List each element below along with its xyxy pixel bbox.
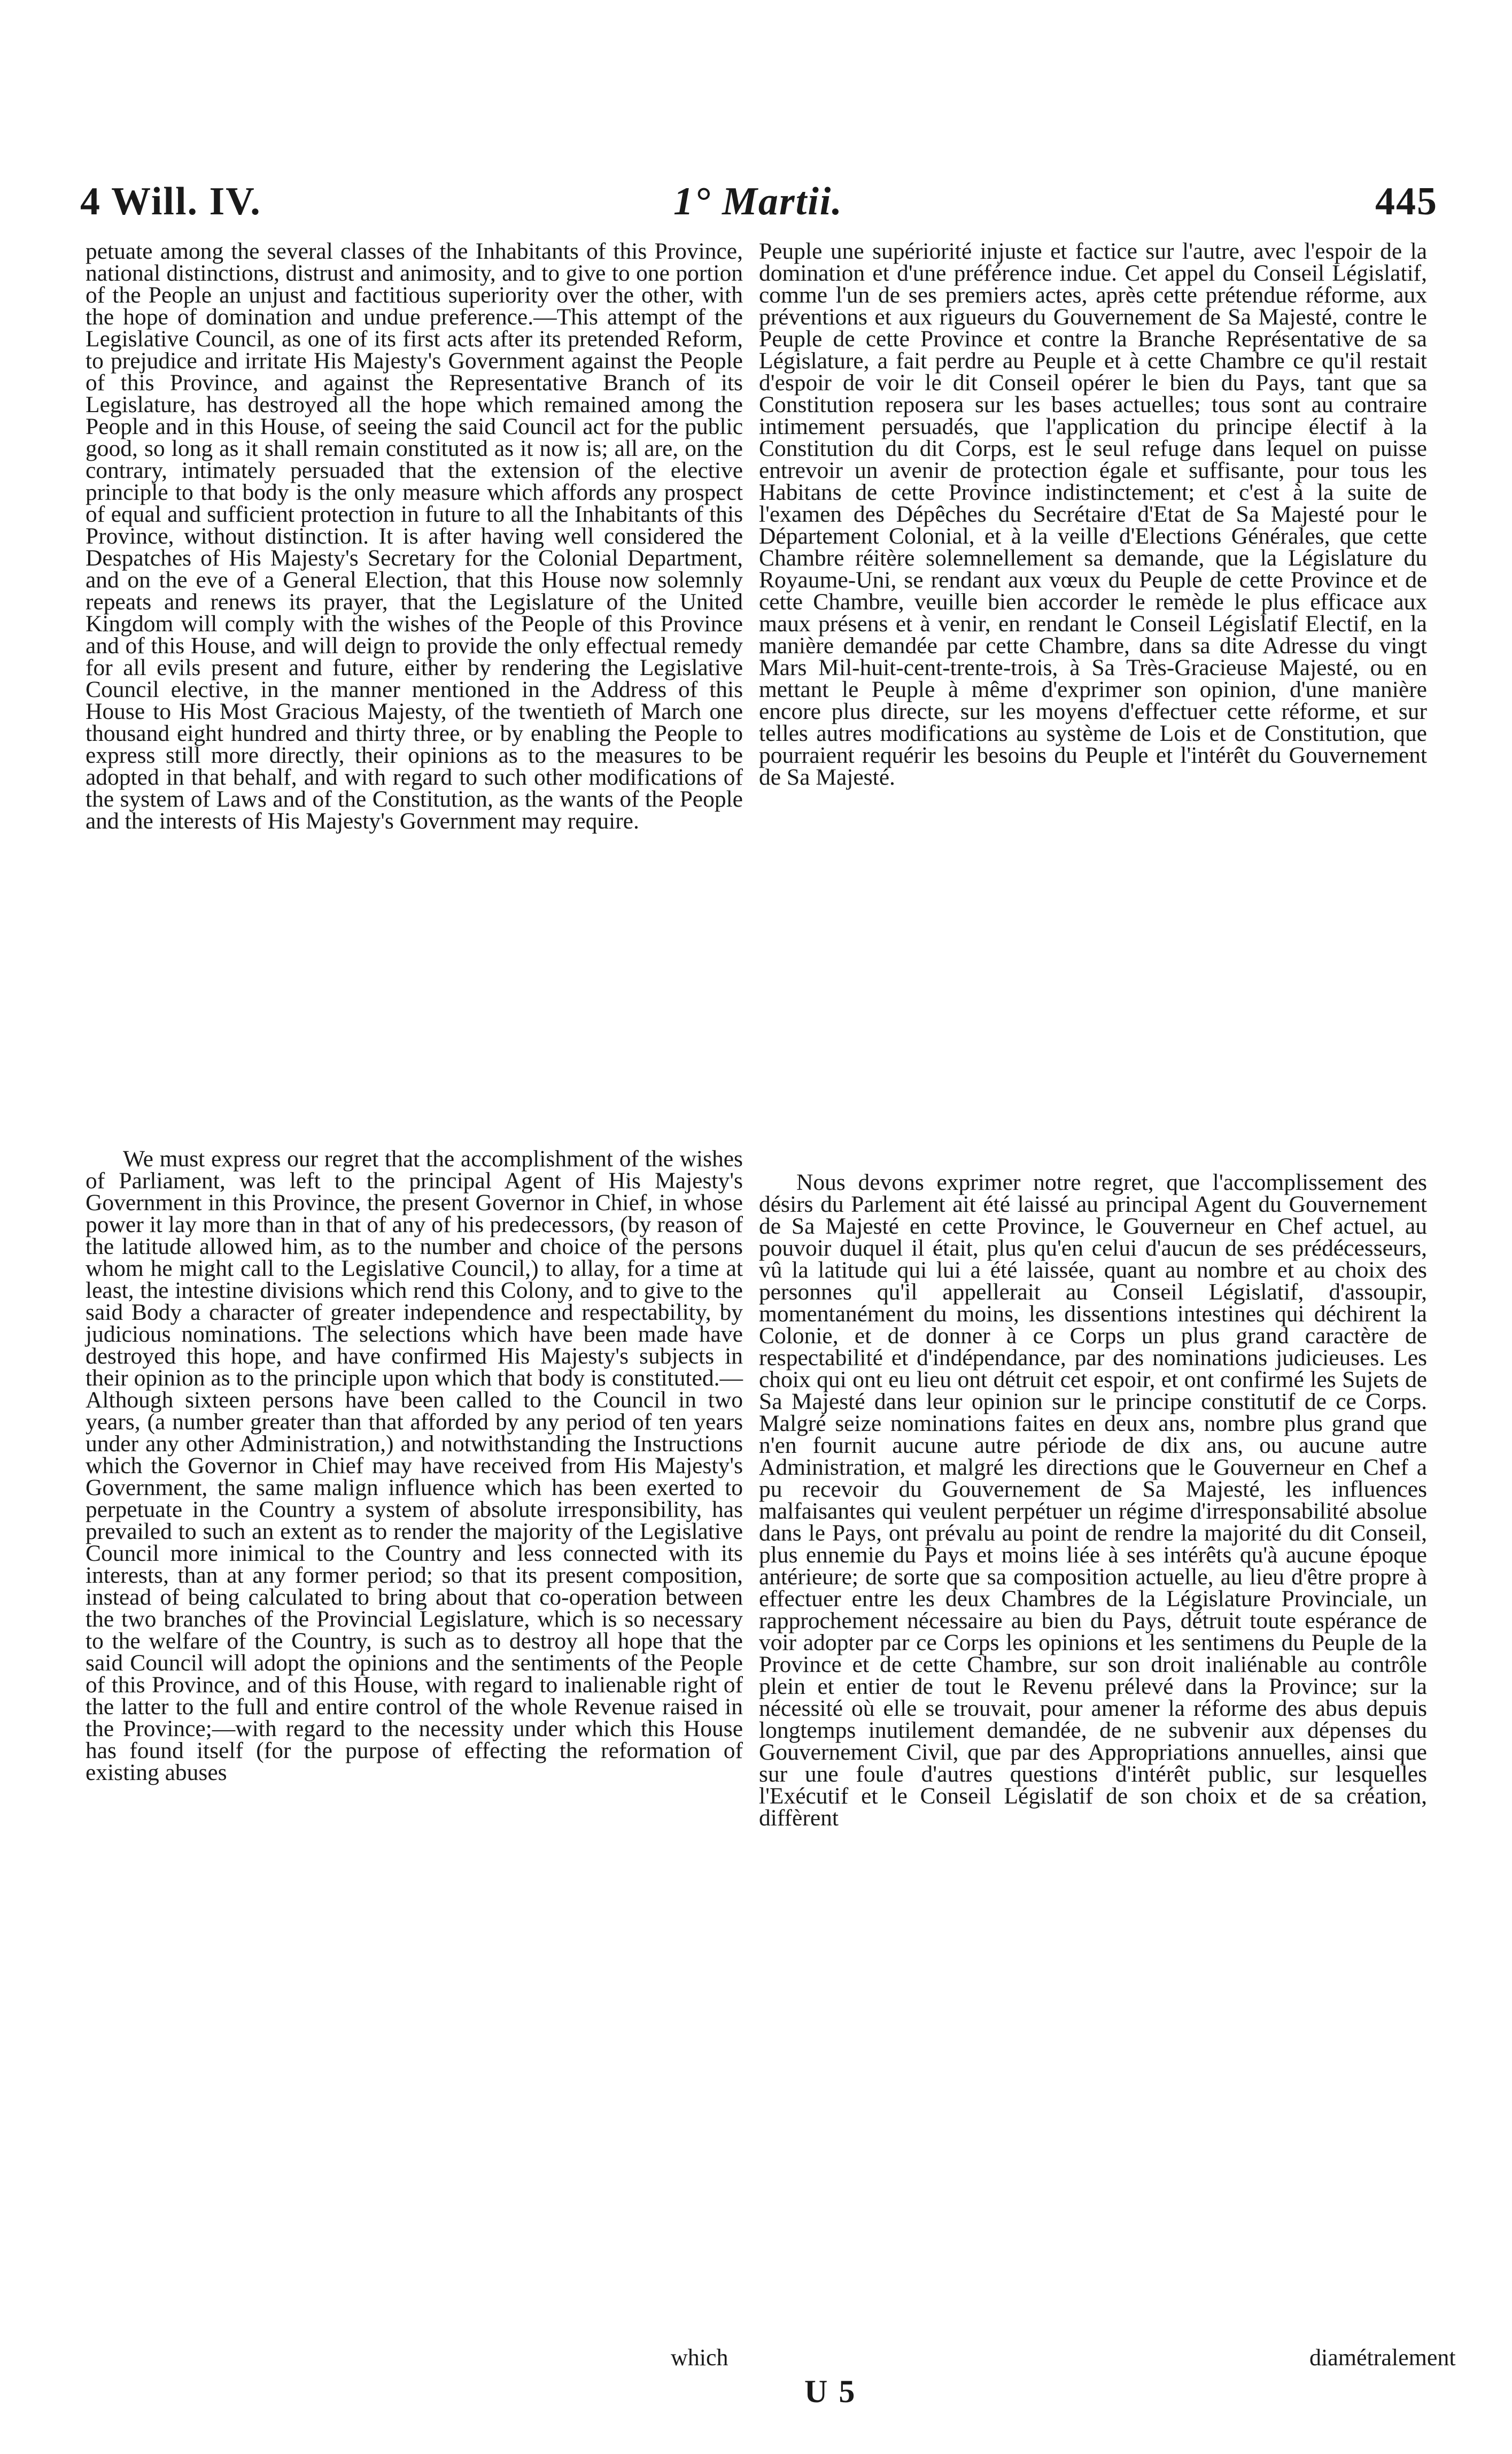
english-column-bottom [86,1148,743,1784]
running-header [80,179,1438,222]
english-column-top [86,238,743,834]
page-number: 445 [1375,180,1438,223]
signature-mark: U 5 [804,2374,857,2409]
regnal-year: 4 Will. IV. [80,180,261,223]
french-column-top [759,238,1427,790]
english-paragraph-2: We must express our regret that the accomplishment of the wishes of Parliament, was left to the principal Agent of His Majesty's Government in this Province, the present Governor in Chief, in whose power it lay more than in that of any of his predecessors, (by reason of the latitude allowed him, as to the number and choice of the persons whom he might call to the Legislative Council,) to allay, for a time at least, the intestine divisions which rend this Colony, and to give to the said Body a character of greater independence and respectability, by judicious nominations. The selections which have been made have destroyed this hope, and have confirmed His Majesty's subjects in their opinion as to the principle upon which that body is constituted.—Although sixteen persons have been called to the Council in two years, (a number greater than that afforded by any period of ten years under any other Administration,) and notwithstanding the Instructions which the Governor in Chief may have received from His Majesty's Government, the same malign influence which has been exerted to perpetuate in the Country a system of absolute irresponsibility, has prevailed to such an extent as to render the majority of the Legislative Council more inimical to the Country and less connected with its interests, than at any former period; so that its present composition, instead of being calculated to bring about that co-operation between the two branches of the Provincial Legislature, which is so necessary to the welfare of the Country, is such as to destroy all hope that the said Council will adopt the opinions and the sentiments of the People of this Province, and of this House, with regard to inalienable right of the latter to the full and entire control of the whole Revenue raised in the Province;—with regard to the necessity under which this House has found itself (for the purpose of effecting the reformation of existing abuses [86,1146,743,1785]
french-column-bottom [759,1172,1427,1829]
french-paragraph-1: Peuple une supériorité injuste et factice sur l'autre, avec l'espoir de la domination et d'une préférence indue. Cet appel du Conseil Législatif, comme l'un de ses premiers actes, après cette prétendue réforme, aux préventions et aux rigueurs du Gouvernement de Sa Majesté, contre le Peuple de cette Province et contre la Branche Représentative de sa Législature, a fait perdre au Peuple et à cette Chambre ce qu'il restait d'espoir de voir le dit Conseil opérer le bien du Pays, tant que sa Constitution reposera sur les bases actuelles; tous sont au contraire intimement persuadés, que l'application du principe électif à la Constitution du dit Corps, est le seul refuge dans lequel on puisse entrevoir un avenir de protection égale et suffisante, pour tous les Habitans de cette Province indistinctement; et c'est à la suite de l'examen des Dépêches du Secrétaire d'Etat de Sa Majesté pour le Département Colonial, et à la veille d'Elections Générales, que cette Chambre réitère solemnellement sa demande, que la Législature du Royaume-Uni, se rendant aux vœux du Peuple de cette Province et de cette Chambre, veuille bien accorder le remède le plus efficace aux maux présens et à venir, en rendant le Conseil Législatif Electif, en la manière demandée par cette Chambre, dans sa dite Adresse du vingt Mars Mil-huit-cent-trente-trois, à Sa Très-Gracieuse Majesté, ou en mettant le Peuple à même d'exprimer son opinion, d'une manière encore plus directe, sur les moyens d'effectuer cette réforme, et sur telles autres modifications au système de Lois et de Constitution, que pourraient requérir les besoins du Peuple et l'intérêt du Gouvernement de Sa Majesté. [759,238,1427,790]
english-paragraph-1: petuate among the several classes of the Inhabitants of this Province, national distinctions, distrust and animosity, and to give to one portion of the People an unjust and factitious superiority over the other, with the hope of domination and undue preference.—This attempt of the Legislative Council, as one of its first acts after its pretended Reform, to prejudice and irritate His Majesty's Government against the People of this Province, and against the Representative Branch of its Legislature, has destroyed all the hope which remained among the People and in this House, of seeing the said Council act for the public good, so long as it shall remain constituted as it now is; all are, on the contrary, intimately persuaded that the extension of the elective principle to that body is the only measure which affords any prospect of equal and sufficient protection in future to all the Inhabitants of this Province, without distinction. It is after having well considered the Despatches of His Majesty's Secretary for the Colonial Department, and on the eve of a General Election, that this House now solemnly repeats and renews its prayer, that the Legislature of the United Kingdom will comply with the wishes of the People of this Province and of this House, and will deign to provide the only effectual remedy for all evils present and future, either by rendering the Legislative Council elective, in the manner mentioned in the Address of this House to His Most Gracious Majesty, of the twentieth of March one thousand eight hundred and thirty three, or by enabling the People to express still more directly, their opinions as to the measures to be adopted in that behalf, and with regard to such other modifications of the system of Laws and of the Constitution, as the wants of the People and the interests of His Majesty's Government may require. [86,238,743,834]
english-catchword: which [671,2344,728,2371]
french-catchword: diamétralement [1309,2344,1456,2371]
french-paragraph-2: Nous devons exprimer notre regret, que l'accomplissement des désirs du Parlement ait été laissé au principal Agent du Gouvernement de Sa Majesté en cette Province, le Gouverneur en Chef actuel, au pouvoir duquel il était, plus qu'en celui d'aucun de ses prédécesseurs, vû la latitude qui lui a été laissée, quant au nombre et au choix des personnes qu'il appellerait au Conseil Législatif, d'assoupir, momentanément du moins, les dissentions intestines qui déchirent la Colonie, et de donner à ce Corps un plus grand caractère de respectabilité et d'indépendance, par des nominations judicieuses. Les choix qui ont eu lieu ont détruit cet espoir, et ont confirmé les Sujets de Sa Majesté dans leur opinion sur le principe constitutif de ce Corps. Malgré seize nominations faites en deux ans, nombre plus grand que n'en fournit aucune autre période de dix ans, ou aucune autre Administration, et malgré les directions que le Gouverneur en Chef a pu recevoir du Gouvernement de Sa Majesté, les influences malfaisantes qui veulent perpétuer un régime d'irresponsabilité absolue dans le Pays, ont prévalu au point de rendre la majorité du dit Conseil, plus ennemie du Pays et moins liée à ses intérêts qu'à aucune époque antérieure; de sorte que sa composition actuelle, au lieu d'être propre à effectuer entre les deux Chambres de la Législature Provinciale, un rapprochement nécessaire au bien du Pays, détruit toute espérance de voir adopter par ce Corps les opinions et les sentimens du Peuple de la Province et de cette Chambre, sur son droit inaliénable au contrôle plein et entier de tout le Revenu prélevé dans la Province; sur la nécessité où elle se trouvait, pour amener la réforme des abus depuis longtemps inutilement demandée, de ne subvenir aux dépenses du Gouvernement Civil, que par des Appropriations annuelles, ainsi que sur une foule d'autres questions d'intérêt public, sur lesquelles l'Exécutif et le Conseil Législatif de son choix et de sa création, diffèrent [759,1170,1427,1831]
session-date: 1° Martii. [673,180,843,223]
